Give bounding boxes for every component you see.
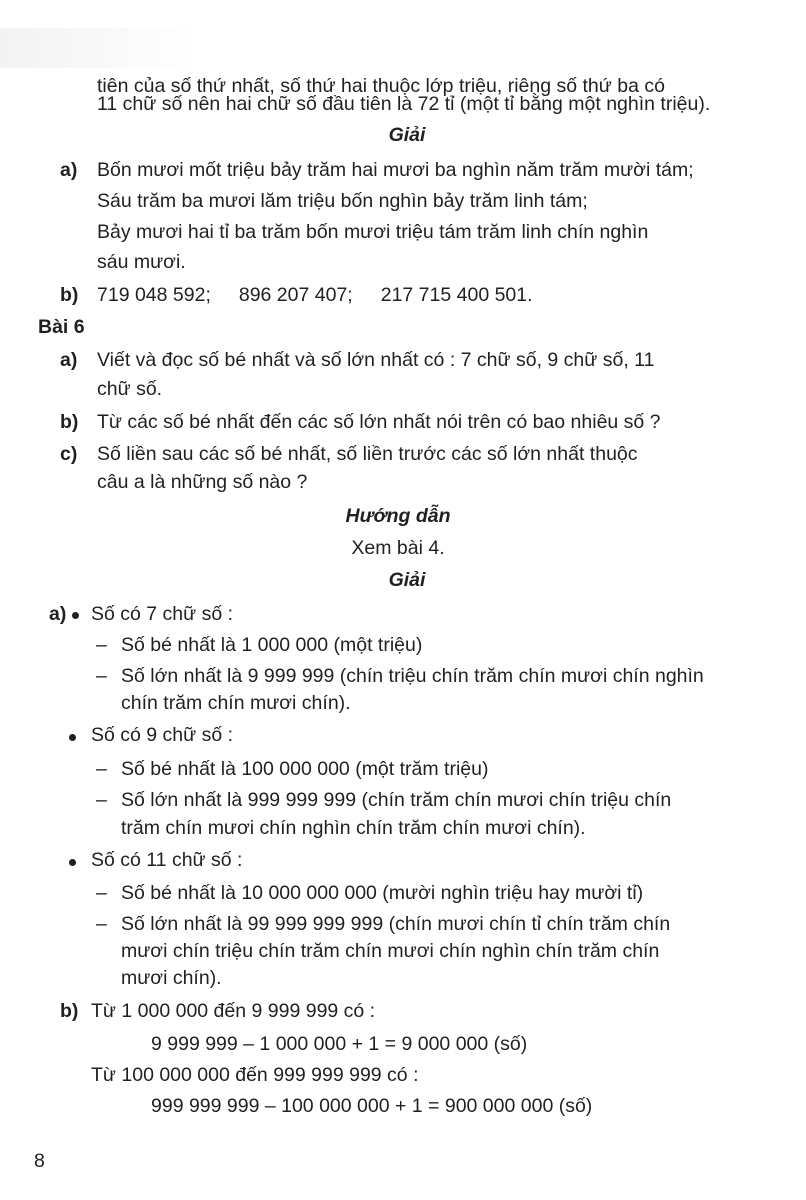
dash-icon: – bbox=[96, 634, 107, 656]
bullet-icon bbox=[72, 612, 79, 619]
b-value-2: 896 207 407; bbox=[238, 284, 353, 306]
dash-icon: – bbox=[96, 882, 107, 904]
bullet2-min: Số bé nhất là 100 000 000 (một trăm triệu) bbox=[121, 758, 489, 780]
bullet1-max-line-1: Số lớn nhất là 9 999 999 (chín triệu chín trăm chín mươi chín nghìn bbox=[121, 665, 704, 687]
prev-solution-a-line-4: sáu mươi. bbox=[97, 251, 186, 273]
exercise-b-text: Từ các số bé nhất đến các số lớn nhất nói trên có bao nhiêu số ? bbox=[97, 411, 661, 433]
dash-icon: – bbox=[96, 758, 107, 780]
solution-b-label: b) bbox=[60, 1000, 79, 1022]
bullet1-title: Số có 7 chữ số : bbox=[91, 603, 234, 625]
page-number: 8 bbox=[34, 1150, 45, 1172]
solution-b-line-2: Từ 100 000 000 đến 999 999 999 có : bbox=[91, 1064, 419, 1086]
bullet3-min: Số bé nhất là 10 000 000 000 (mười nghìn triệu hay mười tỉ) bbox=[121, 882, 644, 904]
exercise-a-label: a) bbox=[60, 349, 78, 371]
solution-b-calc-1: 9 999 999 – 1 000 000 + 1 = 9 000 000 (số) bbox=[151, 1033, 528, 1055]
solution-heading: Giải bbox=[388, 569, 426, 591]
prev-solution-b-values bbox=[97, 286, 533, 306]
scan-smudge bbox=[0, 28, 200, 68]
bullet3-max-line-2: mươi chín triệu chín trăm chín mươi chín nghìn chín trăm chín bbox=[121, 940, 660, 962]
exercise-b-label: b) bbox=[60, 411, 79, 433]
bullet-icon bbox=[69, 734, 76, 741]
exercise-c-label: c) bbox=[60, 443, 78, 465]
bullet3-title: Số có 11 chữ số : bbox=[91, 849, 243, 871]
bullet1-max-line-2: chín trăm chín mươi chín). bbox=[121, 692, 351, 714]
prev-solution-b-label: b) bbox=[60, 284, 79, 306]
prev-solution-a-label: a) bbox=[60, 159, 78, 181]
b-value-3: 217 715 400 501. bbox=[380, 284, 533, 306]
bullet3-max-line-1: Số lớn nhất là 99 999 999 999 (chín mươi chín tỉ chín trăm chín bbox=[121, 913, 671, 935]
guide-heading: Hướng dẫn bbox=[345, 505, 451, 527]
exercise-c-line-1: Số liền sau các số bé nhất, số liền trước các số lớn nhất thuộc bbox=[97, 443, 638, 465]
prev-solution-a-line-1: Bốn mươi mốt triệu bảy trăm hai mươi ba nghìn năm trăm mười tám; bbox=[97, 159, 694, 181]
b-value-1: 719 048 592; bbox=[97, 284, 211, 306]
bullet3-max-line-3: mươi chín). bbox=[121, 967, 222, 989]
prev-solution-a-line-3: Bảy mươi hai tỉ ba trăm bốn mươi triệu tám trăm linh chín nghìn bbox=[97, 221, 649, 243]
dash-icon: – bbox=[96, 789, 107, 811]
prev-solution-a-line-2: Sáu trăm ba mươi lăm triệu bốn nghìn bảy trăm linh tám; bbox=[97, 190, 588, 212]
continuation-line-2: 11 chữ số nên hai chữ số đầu tiên là 72 tỉ (một tỉ bằng một nghìn triệu). bbox=[97, 93, 711, 115]
dash-icon: – bbox=[96, 665, 107, 687]
bullet-icon bbox=[69, 859, 76, 866]
bullet2-max-line-1: Số lớn nhất là 999 999 999 (chín trăm chín mươi chín triệu chín bbox=[121, 789, 672, 811]
guide-text: Xem bài 4. bbox=[351, 537, 445, 559]
bullet2-title: Số có 9 chữ số : bbox=[91, 724, 234, 746]
exercise-c-line-2: câu a là những số nào ? bbox=[97, 471, 308, 493]
bullet1-min: Số bé nhất là 1 000 000 (một triệu) bbox=[121, 634, 423, 656]
exercise-title: Bài 6 bbox=[38, 316, 85, 338]
solution-a-label: a) bbox=[49, 603, 67, 625]
exercise-a-line-1: Viết và đọc số bé nhất và số lớn nhất có : 7 chữ số, 9 chữ số, 11 bbox=[97, 349, 655, 371]
exercise-a-line-2: chữ số. bbox=[97, 378, 163, 400]
solution-b-line-1: Từ 1 000 000 đến 9 999 999 có : bbox=[91, 1000, 376, 1022]
prev-solution-heading: Giải bbox=[388, 124, 426, 146]
dash-icon: – bbox=[96, 913, 107, 935]
solution-b-calc-2: 999 999 999 – 100 000 000 + 1 = 900 000 000 (số) bbox=[151, 1095, 593, 1117]
bullet2-max-line-2: trăm chín mươi chín nghìn chín trăm chín mươi chín). bbox=[121, 817, 586, 839]
continuation-line-1: tiên của số thứ nhất, số thứ hai thuộc lớp triệu, riêng số thứ ba có bbox=[97, 75, 665, 97]
